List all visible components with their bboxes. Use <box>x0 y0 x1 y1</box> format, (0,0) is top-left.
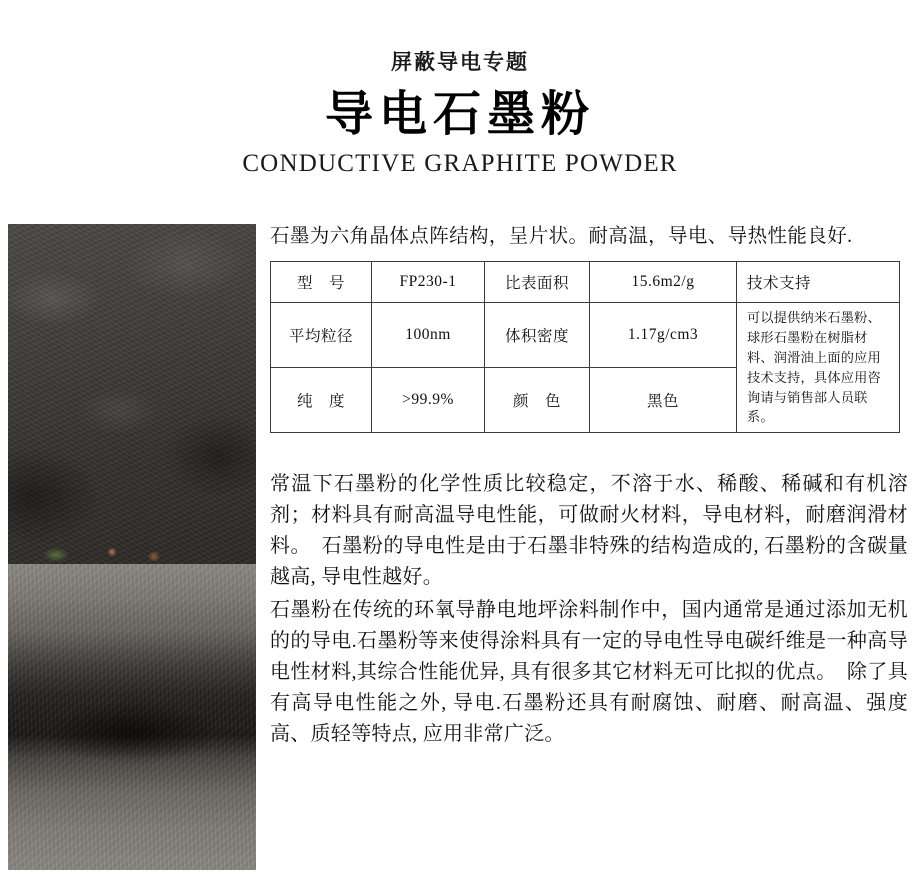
spec-label-bulk-density: 体积密度 <box>485 303 590 368</box>
product-details-column <box>270 224 910 750</box>
spec-label-color: 颜 色 <box>485 368 590 433</box>
header-subtitle: 屏蔽导电专题 <box>391 50 529 74</box>
photo-speck-brown <box>147 552 161 561</box>
product-photo-column <box>8 224 256 870</box>
specification-table <box>270 261 900 433</box>
spec-label-particle-size: 平均粒径 <box>271 303 372 368</box>
table-row <box>271 262 900 303</box>
table-row <box>271 303 900 368</box>
product-photo-pile <box>8 564 256 870</box>
spec-value-color: 黑色 <box>590 368 737 433</box>
product-photo-closeup <box>8 224 256 564</box>
spec-value-bulk-density: 1.17g/cm3 <box>590 303 737 368</box>
spec-label-model: 型 号 <box>271 262 372 303</box>
page-title-english: CONDUCTIVE GRAPHITE POWDER <box>242 150 678 178</box>
page-title: 导电石墨粉 <box>324 86 595 142</box>
description-paragraph-2: 石墨粉在传统的环氧导静电地坪涂料制作中，国内通常是通过添加无机的的导电.石墨粉等来使得涂料具有一定的导电性导电碳纤维是一种高导电性材料,其综合性能优异, 具有很多其它材料无可比拟的优点。 除了具有高导电性能之外, 导电.石墨粉还具有耐腐蚀、耐磨、耐高温、强度高、质轻等特点, 应用非常广泛。 <box>270 599 908 746</box>
spec-label-surface-area: 比表面积 <box>485 262 590 303</box>
spec-value-purity: >99.9% <box>372 368 485 433</box>
spec-value-model: FP230-1 <box>372 262 485 303</box>
page-header <box>0 0 920 176</box>
photo-speck-orange <box>107 548 117 556</box>
product-lead-text: 石墨为六角晶体点阵结构，呈片状。耐高温，导电、导热性能良好. <box>270 226 853 247</box>
support-body-cell: 可以提供纳米石墨粉、球形石墨粉在树脂材料、润滑油上面的应用技术支持，具体应用咨询请与销售部人员联系。 <box>737 303 900 433</box>
description-block <box>270 469 908 750</box>
spec-label-purity: 纯 度 <box>271 368 372 433</box>
spec-value-particle-size: 100nm <box>372 303 485 368</box>
support-header-cell: 技术支持 <box>737 262 900 303</box>
spec-value-surface-area: 15.6m2/g <box>590 262 737 303</box>
description-paragraph-1: 常温下石墨粉的化学性质比较稳定，不溶于水、稀酸、稀碱和有机溶剂；材料具有耐高温导电性能，可做耐火材料，导电材料，耐磨润滑材料。 石墨粉的导电性是由于石墨非特殊的结构造成的, 石墨粉的含碳量越高, 导电性越好。 <box>270 473 908 589</box>
